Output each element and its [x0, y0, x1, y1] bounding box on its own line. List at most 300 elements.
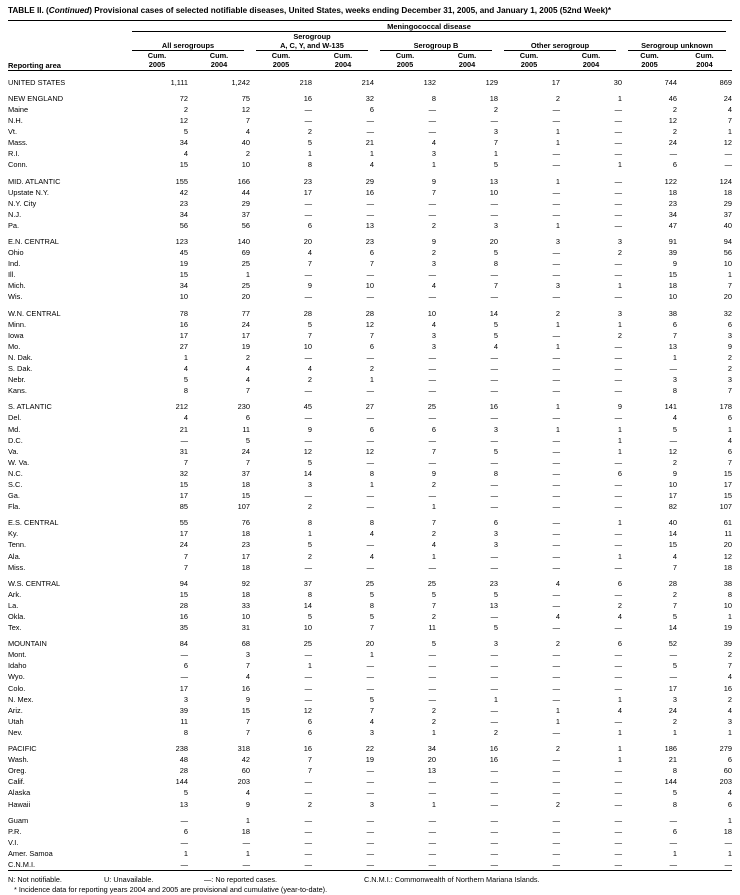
- row-value: 32: [179, 468, 188, 478]
- row-value: 3: [431, 330, 436, 340]
- row-area-label: Mont.: [8, 650, 27, 660]
- row-value: 38: [723, 578, 732, 588]
- row-value: 1: [431, 160, 436, 170]
- row-value: 1: [369, 149, 374, 159]
- header-year-2004-2: 2004: [334, 60, 352, 70]
- row-value: —: [669, 149, 677, 159]
- row-value: 1: [555, 138, 560, 148]
- row-value: 30: [613, 77, 622, 87]
- row-area-label: N.H.: [8, 116, 23, 126]
- row-value: 16: [365, 187, 374, 197]
- row-value: —: [552, 502, 560, 512]
- row-value: 9: [307, 281, 312, 291]
- row-value: 42: [179, 187, 188, 197]
- row-value: 12: [723, 551, 732, 561]
- footnote-line-1: [8, 875, 732, 885]
- row-value: —: [304, 562, 312, 572]
- row-value: —: [614, 341, 622, 351]
- row-value: 1: [307, 661, 312, 671]
- row-value: —: [490, 837, 498, 847]
- table-row: [8, 115, 732, 126]
- row-value: 5: [431, 639, 436, 649]
- row-value: —: [304, 683, 312, 693]
- row-area-label: Ky.: [8, 529, 19, 539]
- row-value: 10: [427, 308, 436, 318]
- row-value: —: [552, 160, 560, 170]
- row-value: 48: [179, 755, 188, 765]
- footnote-unavailable: U: Unavailable.: [104, 875, 154, 885]
- row-value: 4: [245, 375, 250, 385]
- header-cum-7: Cum.: [519, 51, 539, 61]
- row-value: —: [552, 270, 560, 280]
- row-value: 8: [672, 799, 677, 809]
- header-year-2004-3: 2004: [458, 60, 476, 70]
- row-value: 2: [727, 364, 732, 374]
- row-value: —: [366, 209, 374, 219]
- row-value: 4: [727, 788, 732, 798]
- footnote-not-notifiable: N: Not notifiable.: [8, 875, 62, 885]
- row-value: 3: [672, 375, 677, 385]
- row-value: 7: [493, 138, 498, 148]
- row-value: 17: [668, 491, 677, 501]
- row-value: —: [428, 837, 436, 847]
- row-area-label: UNITED STATES: [8, 77, 66, 87]
- row-value: 13: [179, 799, 188, 809]
- row-value: —: [614, 375, 622, 385]
- row-value: 7: [672, 600, 677, 610]
- row-value: —: [614, 198, 622, 208]
- row-value: —: [366, 270, 374, 280]
- row-value: 1: [555, 716, 560, 726]
- row-value: 2: [555, 93, 560, 103]
- table-row: [8, 435, 732, 446]
- row-value: 3: [672, 694, 677, 704]
- row-value: 25: [241, 259, 250, 269]
- header-cum-2: Cum.: [209, 51, 229, 61]
- table-row: [8, 589, 732, 600]
- row-value: —: [304, 859, 312, 869]
- row-value: 1: [245, 848, 250, 858]
- row-value: —: [552, 777, 560, 787]
- row-value: 2: [672, 104, 677, 114]
- row-value: —: [490, 562, 498, 572]
- row-value: 39: [179, 705, 188, 715]
- table-row: [8, 280, 732, 291]
- row-value: 18: [489, 93, 498, 103]
- row-value: —: [552, 551, 560, 561]
- row-value: —: [180, 672, 188, 682]
- row-value: —: [428, 292, 436, 302]
- header-group-serogroup-unknown: [622, 33, 732, 52]
- row-area-label: E.N. CENTRAL: [8, 237, 59, 247]
- row-value: 31: [241, 623, 250, 633]
- row-value: 6: [493, 518, 498, 528]
- row-value: 3: [617, 237, 622, 247]
- row-value: 2: [617, 248, 622, 258]
- header-year-2005-5: 2005: [641, 60, 658, 70]
- header-cum-row: [8, 52, 732, 61]
- row-value: 17: [179, 683, 188, 693]
- row-value: —: [614, 672, 622, 682]
- row-value: 3: [555, 237, 560, 247]
- row-value: 5: [493, 446, 498, 456]
- row-value: 10: [241, 612, 250, 622]
- title-suffix: ) Provisional cases of selected notifiable diseases, United States, weeks ending December 31, 2005, and January 1, 2005 (52nd Week)*: [89, 6, 612, 15]
- row-value: —: [366, 292, 374, 302]
- header-disease-group: [126, 22, 732, 33]
- row-value: 4: [672, 413, 677, 423]
- row-value: —: [366, 837, 374, 847]
- row-value: —: [428, 375, 436, 385]
- table-row: [8, 848, 732, 859]
- row-value: 7: [307, 766, 312, 776]
- row-value: 4: [493, 341, 498, 351]
- row-value: 12: [303, 446, 312, 456]
- row-value: 14: [489, 308, 498, 318]
- table-row: [8, 236, 732, 247]
- row-value: —: [304, 352, 312, 362]
- row-value: 4: [307, 364, 312, 374]
- row-value: 16: [489, 755, 498, 765]
- row-value: —: [552, 104, 560, 114]
- row-value: —: [614, 826, 622, 836]
- row-value: —: [366, 859, 374, 869]
- row-value: 6: [727, 446, 732, 456]
- table-row: [8, 258, 732, 269]
- row-value: 12: [365, 319, 374, 329]
- row-value: 42: [241, 755, 250, 765]
- row-value: 2: [555, 308, 560, 318]
- row-area-label: S. ATLANTIC: [8, 402, 52, 412]
- row-value: —: [552, 755, 560, 765]
- row-value: —: [366, 540, 374, 550]
- row-value: 17: [241, 330, 250, 340]
- row-area-label: S.C.: [8, 479, 23, 489]
- row-value: 20: [427, 755, 436, 765]
- table-row: [8, 743, 732, 754]
- row-value: —: [724, 149, 732, 159]
- row-value: 13: [427, 766, 436, 776]
- row-value: —: [490, 198, 498, 208]
- row-value: 1: [555, 402, 560, 412]
- row-value: —: [428, 683, 436, 693]
- header-cum-1: Cum.: [147, 51, 167, 61]
- header-cum-4: Cum.: [333, 51, 353, 61]
- row-value: —: [614, 386, 622, 396]
- row-value: —: [552, 248, 560, 258]
- row-value: 166: [237, 176, 250, 186]
- footnote-line-2: [8, 885, 732, 895]
- row-value: 52: [668, 639, 677, 649]
- row-area-label: W. Va.: [8, 457, 30, 467]
- row-area-label: Va.: [8, 446, 19, 456]
- row-value: —: [490, 848, 498, 858]
- row-value: 8: [307, 589, 312, 599]
- row-value: —: [614, 788, 622, 798]
- row-value: —: [552, 386, 560, 396]
- row-value: —: [490, 116, 498, 126]
- row-area-label: S. Dak.: [8, 364, 33, 374]
- row-value: —: [242, 837, 250, 847]
- row-value: 6: [431, 424, 436, 434]
- row-value: —: [428, 788, 436, 798]
- row-value: 5: [369, 694, 374, 704]
- row-value: 37: [241, 209, 250, 219]
- row-value: 3: [431, 149, 436, 159]
- row-area-label: Nev.: [8, 727, 23, 737]
- row-value: 7: [307, 330, 312, 340]
- row-value: —: [304, 104, 312, 114]
- row-value: 1: [369, 375, 374, 385]
- row-value: 4: [183, 413, 188, 423]
- row-value: 4: [727, 672, 732, 682]
- row-value: 214: [361, 77, 374, 87]
- notifiable-diseases-table: [8, 20, 732, 872]
- row-value: —: [490, 788, 498, 798]
- footnotes: [8, 875, 732, 895]
- row-value: —: [614, 187, 622, 197]
- row-value: 7: [183, 551, 188, 561]
- row-value: —: [490, 386, 498, 396]
- row-value: 10: [179, 292, 188, 302]
- row-value: 238: [175, 744, 188, 754]
- row-value: 1: [493, 149, 498, 159]
- row-value: 11: [180, 716, 188, 726]
- row-area-label: N.J.: [8, 209, 22, 219]
- row-value: 1: [431, 727, 436, 737]
- row-value: 20: [365, 639, 374, 649]
- row-value: —: [614, 176, 622, 186]
- row-value: 7: [245, 386, 250, 396]
- table-row: [8, 683, 732, 694]
- row-value: —: [552, 413, 560, 423]
- table-row: [8, 319, 732, 330]
- row-value: 2: [555, 799, 560, 809]
- header-year-2004-4: 2004: [582, 60, 600, 70]
- row-value: 15: [179, 479, 188, 489]
- row-value: —: [490, 352, 498, 362]
- row-area-label: MOUNTAIN: [8, 639, 47, 649]
- header-group-serogroup-acyw: [250, 33, 374, 52]
- row-area-label: Miss.: [8, 562, 26, 572]
- row-value: 122: [664, 176, 677, 186]
- row-value: —: [428, 491, 436, 501]
- row-value: 18: [723, 187, 732, 197]
- row-value: 7: [369, 330, 374, 340]
- row-value: 2: [245, 352, 250, 362]
- row-area-label: Pa.: [8, 220, 20, 230]
- row-value: —: [180, 815, 188, 825]
- row-value: —: [614, 457, 622, 467]
- row-value: —: [428, 364, 436, 374]
- row-value: 5: [493, 589, 498, 599]
- row-value: 6: [727, 413, 732, 423]
- row-value: 16: [489, 402, 498, 412]
- row-value: 2: [493, 104, 498, 114]
- row-area-label: Ohio: [8, 248, 24, 258]
- row-value: 16: [303, 93, 312, 103]
- row-value: 144: [175, 777, 188, 787]
- row-value: 21: [365, 138, 374, 148]
- row-area-label: Mass.: [8, 138, 28, 148]
- row-value: 14: [303, 600, 312, 610]
- row-value: 4: [369, 160, 374, 170]
- row-value: —: [552, 457, 560, 467]
- row-value: —: [366, 661, 374, 671]
- row-value: 6: [307, 727, 312, 737]
- row-value: —: [552, 600, 560, 610]
- row-value: 1: [727, 815, 732, 825]
- row-value: —: [552, 209, 560, 219]
- row-value: —: [614, 502, 622, 512]
- row-value: 1: [617, 518, 622, 528]
- row-value: 1: [617, 319, 622, 329]
- row-value: —: [614, 138, 622, 148]
- row-value: —: [366, 352, 374, 362]
- row-value: —: [614, 116, 622, 126]
- row-value: —: [304, 815, 312, 825]
- row-value: —: [614, 259, 622, 269]
- row-value: 8: [183, 386, 188, 396]
- row-value: 6: [369, 248, 374, 258]
- row-value: —: [552, 727, 560, 737]
- header-group-other-label: Other serogroup: [530, 40, 590, 50]
- row-value: —: [428, 352, 436, 362]
- row-value: —: [614, 127, 622, 137]
- row-value: —: [304, 672, 312, 682]
- header-group-serogroup-b: [374, 33, 498, 52]
- table-row: [8, 490, 732, 501]
- row-value: —: [552, 672, 560, 682]
- row-value: 3: [493, 529, 498, 539]
- row-area-label: Wash.: [8, 755, 29, 765]
- row-value: 13: [489, 600, 498, 610]
- row-value: 14: [668, 529, 677, 539]
- row-value: 56: [179, 220, 188, 230]
- row-value: —: [490, 375, 498, 385]
- header-cum-8: Cum.: [581, 51, 601, 61]
- row-value: 8: [493, 259, 498, 269]
- row-value: —: [428, 104, 436, 114]
- row-value: 2: [307, 551, 312, 561]
- row-value: 7: [245, 457, 250, 467]
- table-row: [8, 220, 732, 231]
- row-value: 3: [493, 540, 498, 550]
- row-value: —: [428, 694, 436, 704]
- row-area-label: Mich.: [8, 281, 26, 291]
- row-area-label: Guam: [8, 815, 29, 825]
- row-value: —: [304, 694, 312, 704]
- row-value: 132: [423, 77, 436, 87]
- row-value: —: [552, 518, 560, 528]
- row-value: 1: [245, 270, 250, 280]
- row-value: 15: [723, 491, 732, 501]
- table-row: [8, 622, 732, 633]
- row-value: —: [552, 198, 560, 208]
- row-value: 4: [245, 127, 250, 137]
- row-area-label: Nebr.: [8, 375, 26, 385]
- row-value: 3: [617, 308, 622, 318]
- table-row: [8, 330, 732, 341]
- row-value: 8: [727, 589, 732, 599]
- table-row: [8, 705, 732, 716]
- row-area-label: La.: [8, 600, 19, 610]
- row-value: 8: [672, 386, 677, 396]
- row-value: 32: [365, 93, 374, 103]
- row-value: 24: [668, 138, 677, 148]
- row-value: —: [490, 650, 498, 660]
- header-group-other-serogroup: [498, 33, 622, 52]
- row-value: 76: [241, 518, 250, 528]
- row-value: 2: [183, 104, 188, 114]
- row-value: 2: [307, 375, 312, 385]
- row-value: 24: [179, 540, 188, 550]
- row-value: 8: [493, 468, 498, 478]
- row-value: —: [304, 413, 312, 423]
- row-value: 7: [369, 259, 374, 269]
- row-value: —: [552, 149, 560, 159]
- row-value: —: [552, 352, 560, 362]
- header-year-2004-5: 2004: [696, 60, 713, 70]
- row-value: —: [614, 479, 622, 489]
- header-year-row: [8, 61, 732, 71]
- row-value: —: [552, 540, 560, 550]
- row-value: —: [490, 815, 498, 825]
- table-row: [8, 412, 732, 423]
- row-value: 17: [723, 479, 732, 489]
- row-value: —: [552, 292, 560, 302]
- row-value: —: [552, 766, 560, 776]
- row-value: 3: [493, 127, 498, 137]
- row-value: 9: [672, 259, 677, 269]
- row-value: —: [614, 270, 622, 280]
- row-value: 1: [431, 551, 436, 561]
- row-value: 11: [428, 623, 436, 633]
- row-value: 4: [183, 149, 188, 159]
- row-value: 4: [727, 435, 732, 445]
- row-value: 29: [365, 176, 374, 186]
- row-value: 1: [555, 127, 560, 137]
- row-value: 25: [365, 578, 374, 588]
- row-value: —: [552, 562, 560, 572]
- row-area-label: Idaho: [8, 661, 27, 671]
- row-value: 9: [431, 237, 436, 247]
- row-value: 6: [307, 220, 312, 230]
- row-value: —: [552, 683, 560, 693]
- table-row: [8, 600, 732, 611]
- row-value: —: [552, 650, 560, 660]
- row-area-label: Alaska: [8, 788, 31, 798]
- row-value: 218: [299, 77, 312, 87]
- row-area-label: D.C.: [8, 435, 23, 445]
- row-value: 4: [431, 138, 436, 148]
- row-area-label: Iowa: [8, 330, 24, 340]
- row-area-label: R.I.: [8, 149, 20, 159]
- row-value: 56: [241, 220, 250, 230]
- row-value: 15: [241, 491, 250, 501]
- row-value: 21: [668, 755, 677, 765]
- header-cum-6: Cum.: [457, 51, 477, 61]
- row-value: —: [552, 529, 560, 539]
- row-area-label: Kans.: [8, 386, 27, 396]
- row-value: —: [614, 589, 622, 599]
- row-value: 75: [241, 93, 250, 103]
- row-value: 1: [617, 755, 622, 765]
- row-value: 23: [179, 198, 188, 208]
- table-row: [8, 649, 732, 660]
- row-value: 3: [727, 716, 732, 726]
- header-year-2005-4: 2005: [520, 60, 538, 70]
